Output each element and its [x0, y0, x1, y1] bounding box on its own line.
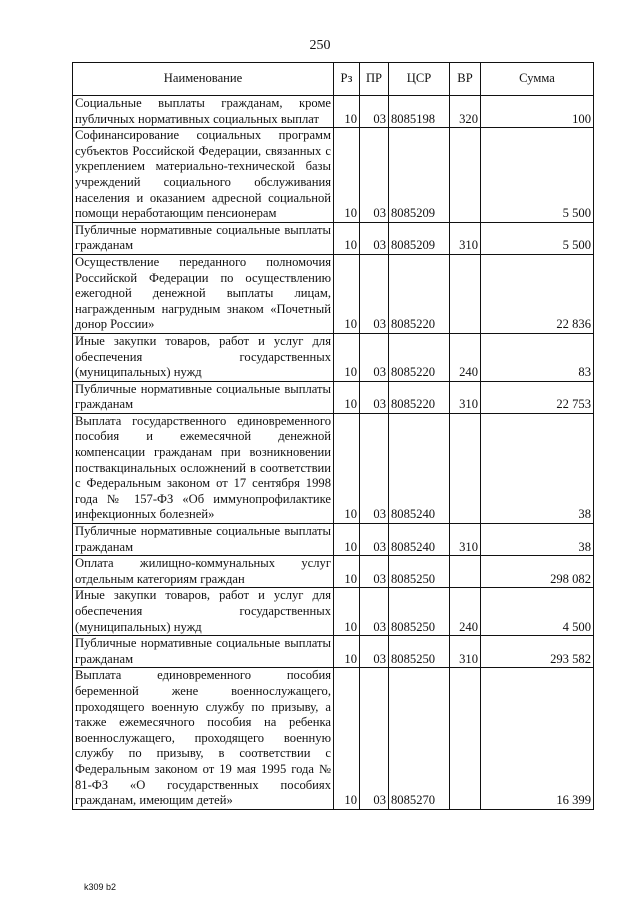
row-name: Социальные выплаты гражданам, кроме публичных нормативных социальных выплат: [73, 96, 334, 128]
row-rz: 10: [334, 381, 360, 413]
header-csr: ЦСР: [389, 63, 450, 96]
header-vr: ВР: [450, 63, 481, 96]
row-pr: 03: [360, 588, 389, 636]
row-sum: 298 082: [481, 556, 594, 588]
row-rz: 10: [334, 556, 360, 588]
row-pr: 03: [360, 333, 389, 381]
row-rz: 10: [334, 222, 360, 254]
row-pr: 03: [360, 556, 389, 588]
row-name: Софинансирование социальных программ субъектов Российской Федерации, связанных с укреплением материально-технической базы учреждений социального обслуживания населения и оказанием адресной социальной помощи неработающим пенсионерам: [73, 128, 334, 223]
row-pr: 03: [360, 636, 389, 668]
table-header-row: [73, 63, 594, 96]
row-name: Иные закупки товаров, работ и услуг для обеспечения государственных (муниципальных) нужд: [73, 333, 334, 381]
footer-code: k309 b2: [84, 882, 117, 892]
row-vr: 310: [450, 381, 481, 413]
table-row: [73, 381, 594, 413]
row-rz: 10: [334, 96, 360, 128]
row-vr: 320: [450, 96, 481, 128]
row-csr: 8085220: [389, 254, 450, 333]
row-name: Выплата единовременного пособия беременной жене военнослужащего, проходящего военную службу по призыву, а также ежемесячного пособия на ребенка военнослужащего, проходящего военную службу по призыву, в соответствии с Федеральным законом от 19 мая 1995 года № 81-ФЗ «О государственных пособиях гражданам, имеющим детей»: [73, 668, 334, 809]
row-sum: 38: [481, 524, 594, 556]
table-row: [73, 254, 594, 333]
row-csr: 8085220: [389, 381, 450, 413]
row-vr: 240: [450, 333, 481, 381]
row-csr: 8085250: [389, 588, 450, 636]
header-name: Наименование: [73, 63, 334, 96]
row-sum: 16 399: [481, 668, 594, 809]
row-pr: 03: [360, 222, 389, 254]
row-csr: 8085198: [389, 96, 450, 128]
row-vr: [450, 556, 481, 588]
row-vr: [450, 413, 481, 523]
row-name: Выплата государственного единовременного пособия и ежемесячной денежной компенсации гражданам при возникновении поствакцинальных осложнений в соответствии с Федеральным законом от 17 сентября 1998 года № 157-ФЗ «Об иммунопрофилактике инфекционных болезней»: [73, 413, 334, 523]
table-row: [73, 668, 594, 809]
header-pr: ПР: [360, 63, 389, 96]
row-csr: 8085209: [389, 128, 450, 223]
budget-table: [72, 62, 594, 810]
page-number: 250: [309, 38, 331, 53]
row-pr: 03: [360, 254, 389, 333]
row-name: Публичные нормативные социальные выплаты гражданам: [73, 524, 334, 556]
row-name: Иные закупки товаров, работ и услуг для обеспечения государственных (муниципальных) нужд: [73, 588, 334, 636]
row-rz: 10: [334, 128, 360, 223]
row-vr: [450, 668, 481, 809]
row-name: Публичные нормативные социальные выплаты гражданам: [73, 381, 334, 413]
header-sum: Сумма: [481, 63, 594, 96]
row-sum: 100: [481, 96, 594, 128]
row-vr: 240: [450, 588, 481, 636]
row-csr: 8085240: [389, 524, 450, 556]
row-name: Публичные нормативные социальные выплаты гражданам: [73, 636, 334, 668]
table-row: [73, 556, 594, 588]
row-pr: 03: [360, 668, 389, 809]
row-csr: 8085250: [389, 636, 450, 668]
table-row: [73, 333, 594, 381]
row-name: Осуществление переданного полномочия Российской Федерации по осуществлению ежегодной денежной выплаты лицам, награжденным нагрудным знаком «Почетный донор России»: [73, 254, 334, 333]
row-sum: 38: [481, 413, 594, 523]
table-row: [73, 96, 594, 128]
table-row: [73, 413, 594, 523]
row-sum: 83: [481, 333, 594, 381]
row-sum: 22 836: [481, 254, 594, 333]
row-sum: 22 753: [481, 381, 594, 413]
row-name: Публичные нормативные социальные выплаты гражданам: [73, 222, 334, 254]
row-pr: 03: [360, 96, 389, 128]
row-rz: 10: [334, 333, 360, 381]
row-csr: 8085270: [389, 668, 450, 809]
row-rz: 10: [334, 636, 360, 668]
row-pr: 03: [360, 413, 389, 523]
row-vr: 310: [450, 524, 481, 556]
table-row: [73, 636, 594, 668]
row-sum: 4 500: [481, 588, 594, 636]
row-csr: 8085209: [389, 222, 450, 254]
row-rz: 10: [334, 413, 360, 523]
row-rz: 10: [334, 588, 360, 636]
row-csr: 8085240: [389, 413, 450, 523]
row-pr: 03: [360, 524, 389, 556]
table-row: [73, 588, 594, 636]
row-csr: 8085250: [389, 556, 450, 588]
row-rz: 10: [334, 668, 360, 809]
row-vr: 310: [450, 636, 481, 668]
row-pr: 03: [360, 381, 389, 413]
row-rz: 10: [334, 524, 360, 556]
row-vr: 310: [450, 222, 481, 254]
row-sum: 5 500: [481, 222, 594, 254]
table-row: [73, 524, 594, 556]
table-row: [73, 222, 594, 254]
row-vr: [450, 128, 481, 223]
row-csr: 8085220: [389, 333, 450, 381]
header-rz: Рз: [334, 63, 360, 96]
row-rz: 10: [334, 254, 360, 333]
row-vr: [450, 254, 481, 333]
row-pr: 03: [360, 128, 389, 223]
row-sum: 5 500: [481, 128, 594, 223]
row-sum: 293 582: [481, 636, 594, 668]
row-name: Оплата жилищно-коммунальных услуг отдельным категориям граждан: [73, 556, 334, 588]
table-row: [73, 128, 594, 223]
